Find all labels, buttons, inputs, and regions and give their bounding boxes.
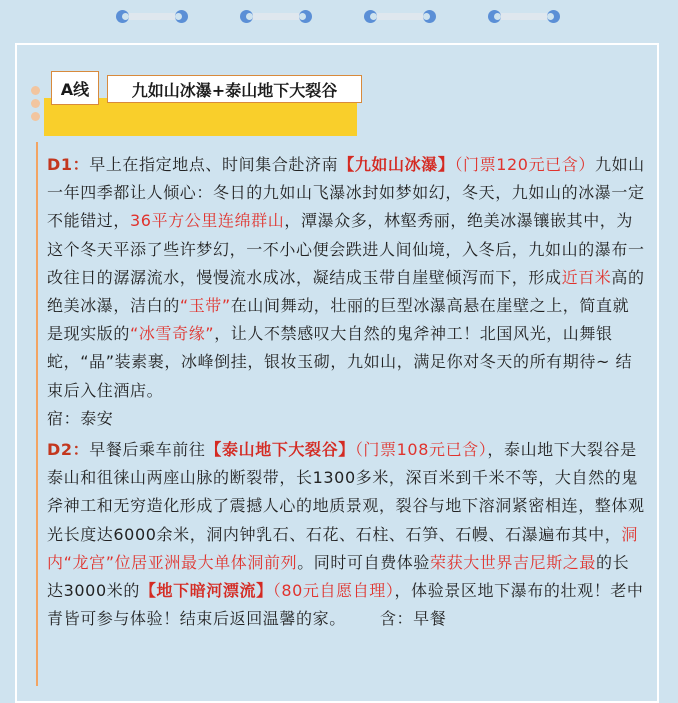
itinerary-content xyxy=(47,151,645,636)
day2-ticket: （80元自愿自理） xyxy=(272,581,395,601)
decor-pill xyxy=(116,10,188,23)
day2-text: 的长达3000米的 xyxy=(47,552,630,601)
day2-text: 。同时可自费体验 xyxy=(297,552,430,572)
day2-paragraph xyxy=(47,436,645,633)
header-dots xyxy=(31,86,41,125)
day1-highlight: 近百米 xyxy=(561,267,612,287)
top-decoration xyxy=(0,10,678,24)
day1-text: 在山间舞动，壮丽的巨型冰瀑高悬在崖壁之上，简直就是现实版的 xyxy=(47,296,630,344)
day2-spot: 【地下暗河漂流】 xyxy=(139,581,273,601)
decor-pill xyxy=(240,10,312,23)
decor-pill xyxy=(488,10,560,23)
day1-highlight: “冰雪奇缘” xyxy=(130,324,215,344)
day2-meal: 含：早餐 xyxy=(379,609,447,629)
day2-text: ，体验景区地下瀑布的壮观！老中青皆可参与体验！结束后返回温馨的家。 xyxy=(47,581,644,629)
day1-highlight: 36平方公里连绵群山 xyxy=(130,211,285,231)
day1-ticket: （门票120元已含） xyxy=(454,155,595,174)
day2-highlight: 洞内“龙宫”位居亚洲最大单体洞前列 xyxy=(47,524,638,572)
day1-paragraph xyxy=(47,151,645,433)
day1-label: D1： xyxy=(47,155,90,174)
day1-text: ，让人不禁感叹大自然的鬼斧神工！北国风光，山舞银蛇，“晶”装素裹，冰峰倒挂，银妆玉砌，九如山，满足你对冬天的所有期待~ 结束后入住酒店。 xyxy=(47,324,633,400)
day1-spot: 【九如山冰瀑】 xyxy=(338,155,455,174)
timeline-line xyxy=(36,142,38,686)
day2-highlight: 荣获大世界吉尼斯之最 xyxy=(430,552,597,572)
day1-highlight: “玉带” xyxy=(179,296,231,316)
day2-spot: 【泰山地下大裂谷】 xyxy=(205,440,355,460)
day1-accommodation: 宿：泰安 xyxy=(47,408,114,428)
day1-text: 九如山一年四季都让人倾心：冬日的九如山飞瀑冰封如梦如幻，冬天，九如山的冰瀑一定不能错过， xyxy=(47,155,645,231)
route-title: 九如山冰瀑+泰山地下大裂谷 xyxy=(107,75,362,103)
day1-text: 早上在指定地点、时间集合赴济南 xyxy=(89,155,339,174)
day2-ticket: （门票108元已含） xyxy=(354,440,488,460)
day2-text: ，泰山地下大裂谷是泰山和徂徕山两座山脉的断裂带，长1300多米，深百米到千米不等，大自然的鬼斧神工和无穷造化形成了震撼人心的地质景观，裂谷与地下溶洞紧密相连，整体观光长度达6000余米，洞内钟乳石、石花、石柱、石笋、石幔、石瀑遍布其中， xyxy=(47,440,645,544)
day2-label: D2： xyxy=(47,440,90,460)
day1-text: ，潭瀑众多，林壑秀丽，绝美冰瀑镶嵌其中，为这个冬天平添了些许梦幻，一不小心便会跌进人间仙境，入冬后，九如山的瀑布一改往日的潺潺流水，慢慢流水成冰，凝结成玉带自崖壁倾泻而下，形成 xyxy=(47,211,645,287)
decor-pill xyxy=(364,10,436,23)
day1-text: 高的绝美冰瀑，洁白的 xyxy=(47,267,645,316)
route-tag: A线 xyxy=(51,71,99,105)
day2-text: 早餐后乘车前往 xyxy=(89,440,206,460)
